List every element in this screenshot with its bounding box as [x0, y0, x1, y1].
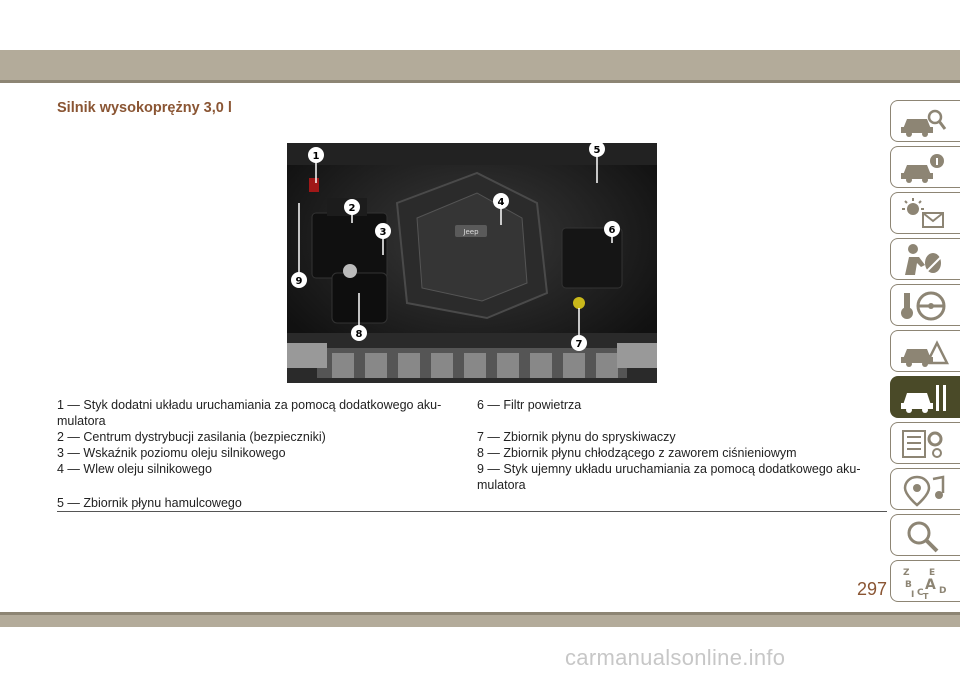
- callout-1: 1: [312, 151, 320, 162]
- tab-car-search[interactable]: [890, 100, 960, 142]
- media-pin-icon: [899, 473, 949, 507]
- alphabet-index-icon: [899, 565, 949, 599]
- tab-search[interactable]: [890, 514, 960, 556]
- legend-item: 8 — Zbiornik płynu chłodzącego z zaworem ciśnieniowym: [477, 446, 797, 460]
- tab-alphabet-index[interactable]: [890, 560, 960, 602]
- airbag-passenger-icon: [899, 243, 949, 277]
- legend-item: mulatora: [477, 478, 526, 492]
- watermark: carmanualsonline.info: [565, 645, 786, 670]
- top-band: [0, 50, 960, 80]
- page-number: 297: [857, 579, 888, 599]
- engine-photo: [287, 143, 657, 383]
- car-tools-icon: [899, 381, 949, 415]
- svg-text:T: T: [923, 592, 929, 599]
- callout-3: 3: [379, 227, 387, 238]
- magnifier-icon: [899, 519, 949, 553]
- callout-6: 6: [608, 225, 616, 236]
- tab-airbag[interactable]: [890, 238, 960, 280]
- legend-item: 6 — Filtr powietrza: [477, 398, 582, 412]
- tab-car-tools[interactable]: [890, 376, 960, 418]
- legend-item: 4 — Wlew oleju silnikowego: [57, 462, 212, 476]
- callout-9: 9: [295, 276, 303, 287]
- car-search-icon: [899, 105, 949, 139]
- legend-item: 1 — Styk dodatni układu uruchamiania za pomocą dodatkowego aku-: [57, 398, 442, 412]
- callout-7: 7: [575, 339, 583, 350]
- callout-8: 8: [355, 329, 363, 340]
- section-title: Silnik wysokoprężny 3,0 l: [57, 100, 232, 116]
- callout-2: 2: [348, 203, 356, 214]
- legend-item: mulatora: [57, 414, 106, 428]
- legend-item: 2 — Centrum dystrybucji zasilania (bezpieczniki): [57, 430, 326, 444]
- tab-media-pin[interactable]: [890, 468, 960, 510]
- light-message-icon: [899, 197, 949, 231]
- svg-text:B: B: [905, 580, 912, 590]
- legend-item: 7 — Zbiornik płynu do spryskiwaczy: [477, 430, 676, 444]
- legend-item: 3 — Wskaźnik poziomu oleju silnikowego: [57, 446, 286, 460]
- legend-right: [477, 397, 877, 493]
- svg-text:D: D: [939, 586, 947, 596]
- top-band-line: [0, 80, 960, 83]
- legend-item: 9 — Styk ujemny układu uruchamiania za pomocą dodatkowego aku-: [477, 462, 861, 476]
- bottom-band: [0, 615, 960, 627]
- svg-text:C: C: [917, 588, 924, 598]
- callout-5: 5: [593, 145, 601, 156]
- tab-car-warning[interactable]: [890, 330, 960, 372]
- steering-key-icon: [899, 289, 949, 323]
- svg-text:Z: Z: [903, 568, 910, 578]
- svg-text:E: E: [929, 568, 936, 578]
- list-gear-icon: [899, 427, 949, 461]
- tab-list-gear[interactable]: [890, 422, 960, 464]
- section-rule: [57, 511, 887, 512]
- legend-left: [57, 397, 457, 511]
- car-warning-icon: [899, 335, 949, 369]
- tab-light-message[interactable]: [890, 192, 960, 234]
- engine-illustration: [287, 143, 657, 383]
- jeep-emblem: Jeep: [463, 228, 479, 236]
- car-info-icon: [899, 151, 949, 185]
- svg-text:I: I: [911, 590, 915, 599]
- svg-text:A: A: [925, 577, 936, 593]
- tab-steering-key[interactable]: [890, 284, 960, 326]
- legend-item: 5 — Zbiornik płynu hamulcowego: [57, 496, 242, 510]
- callout-4: 4: [497, 197, 505, 208]
- tab-car-info[interactable]: [890, 146, 960, 188]
